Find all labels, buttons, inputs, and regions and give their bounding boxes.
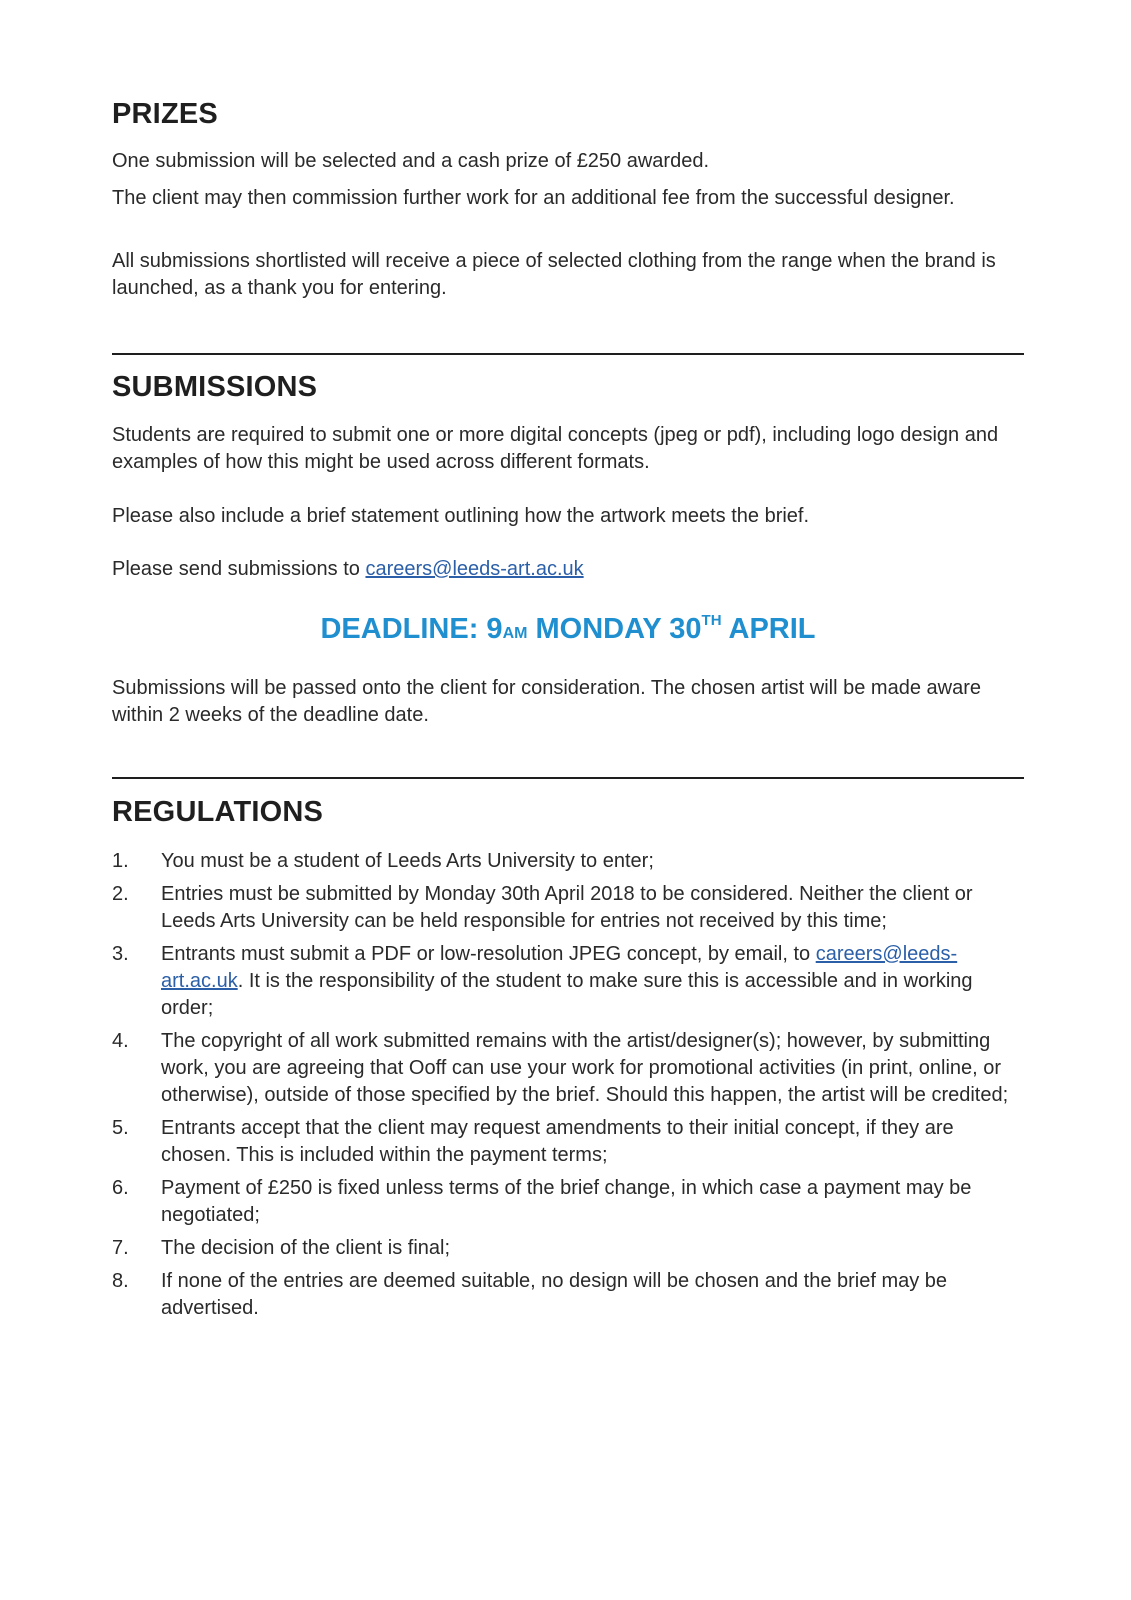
list-item xyxy=(112,1235,1024,1262)
list-item-text: The copyright of all work submitted remains with the artist/designer(s); however, by submitting work, you are agreeing that Ooff can use your work for promotional activities (in print, online, or otherwise), outside of those specified by the brief. Should this happen, the artist will be credited; xyxy=(161,1030,1009,1106)
list-item-text: . It is the responsibility of the student to make sure this is accessible and in working order; xyxy=(161,970,973,1019)
list-item xyxy=(112,1175,1024,1229)
prizes-heading: PRIZES xyxy=(112,98,218,130)
list-item-number: 6. xyxy=(112,1177,129,1199)
section-divider xyxy=(112,777,1024,779)
list-item-number: 8. xyxy=(112,1270,129,1292)
careers-email-link[interactable]: careers@leeds-art.ac.uk xyxy=(161,943,958,992)
deadline-day: MONDAY 30 xyxy=(527,613,702,645)
prizes-paragraph-2: The client may then commission further work for an additional fee from the successful designer. xyxy=(112,187,955,209)
prizes-paragraph-1: One submission will be selected and a cash prize of £250 awarded. xyxy=(112,150,710,172)
list-item-number: 4. xyxy=(112,1030,129,1052)
list-item-text: The decision of the client is final; xyxy=(161,1237,451,1259)
list-item-number: 2. xyxy=(112,883,129,905)
deadline-th: TH xyxy=(701,612,722,629)
submissions-paragraph-1: Students are required to submit one or more digital concepts (jpeg or pdf), including logo design and examples of how this might be used across different formats. xyxy=(112,424,999,473)
section-divider xyxy=(112,353,1024,355)
list-item-text: Entrants must submit a PDF or low-resolution JPEG concept, by email, to xyxy=(161,943,816,965)
list-item-number: 3. xyxy=(112,943,129,965)
submissions-paragraph-2: Please also include a brief statement outlining how the artwork meets the brief. xyxy=(112,505,810,527)
submissions-heading: SUBMISSIONS xyxy=(112,371,318,403)
list-item-text: You must be a student of Leeds Arts University to enter; xyxy=(161,850,654,872)
list-item xyxy=(112,1028,1024,1109)
list-item xyxy=(112,848,1024,875)
list-item-number: 7. xyxy=(112,1237,129,1259)
submissions-email-line xyxy=(112,556,1024,583)
regulations-list xyxy=(112,848,1024,1328)
submissions-paragraph-4: Submissions will be passed onto the client for consideration. The chosen artist will be made aware within 2 weeks of the deadline date. xyxy=(112,677,981,726)
deadline-month: APRIL xyxy=(721,613,816,645)
deadline-banner xyxy=(112,613,1024,646)
list-item-text: Entries must be submitted by Monday 30th April 2018 to be considered. Neither the client or Leeds Arts University can be held responsible for entries not received by this time; xyxy=(161,883,973,932)
careers-email-link[interactable]: careers@leeds-art.ac.uk xyxy=(365,558,584,580)
list-item-number: 5. xyxy=(112,1117,129,1139)
list-item xyxy=(112,1268,1024,1322)
deadline-am: AM xyxy=(502,625,528,642)
list-item-text: Payment of £250 is fixed unless terms of the brief change, in which case a payment may be negotiated; xyxy=(161,1177,972,1226)
list-item-text: If none of the entries are deemed suitable, no design will be chosen and the brief may be advertised. xyxy=(161,1270,948,1319)
list-item xyxy=(112,941,1024,1022)
submissions-email-prefix: Please send submissions to xyxy=(112,558,366,580)
prizes-paragraph-3: All submissions shortlisted will receive a piece of selected clothing from the range when the brand is launched, as a thank you for entering. xyxy=(112,250,996,299)
list-item-number: 1. xyxy=(112,850,129,872)
list-item xyxy=(112,1115,1024,1169)
list-item-text: Entrants accept that the client may request amendments to their initial concept, if they are chosen. This is included within the payment terms; xyxy=(161,1117,954,1166)
regulations-heading: REGULATIONS xyxy=(112,796,324,828)
deadline-label: DEADLINE: 9 xyxy=(320,613,503,645)
list-item xyxy=(112,881,1024,935)
